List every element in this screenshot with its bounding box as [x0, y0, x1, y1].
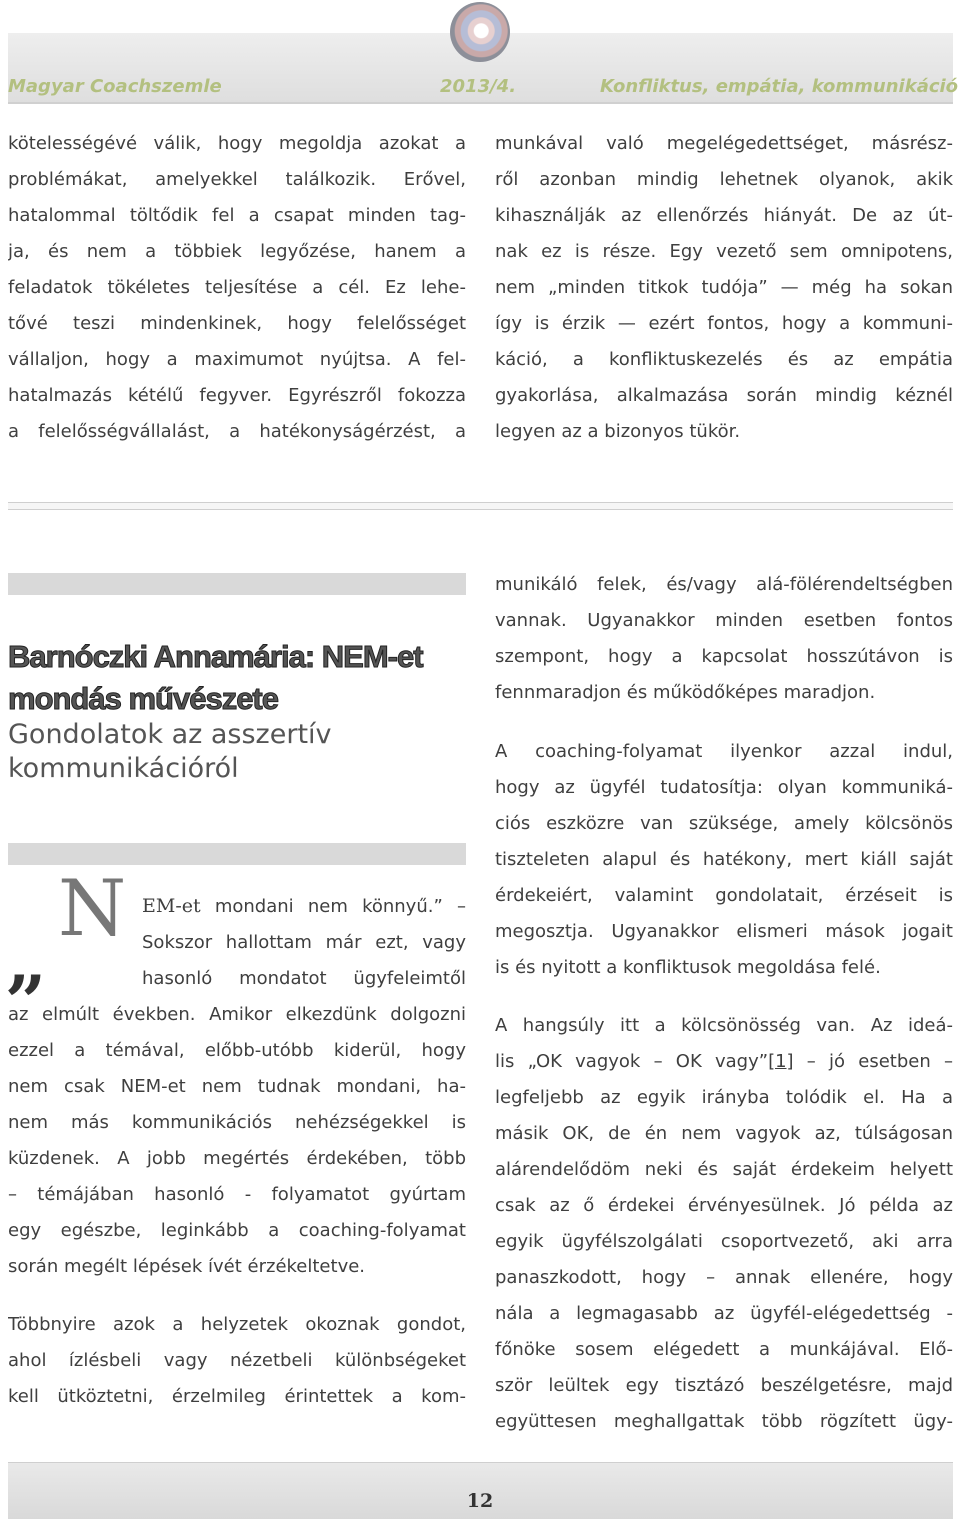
text-line: hatalmazás kétélű fegyver. Egyrészről fokozza	[8, 385, 466, 406]
left-paragraph-1	[8, 997, 466, 1285]
title-bar-bottom	[8, 843, 466, 865]
text-line: Többnyire azok a helyzetek okoznak gondot,	[8, 1314, 466, 1335]
right-paragraph-2	[495, 734, 953, 986]
text-line: szempont, hogy a kapcsolat hosszútávon is	[495, 646, 953, 667]
text-line: a felelősségvállalást, a hatékonyságérzést, a	[8, 421, 466, 442]
opening-quote-mark: „	[6, 918, 48, 1003]
text-line: kihasználják az ellenőrzés hiányát. De az út-	[495, 205, 953, 226]
header-rule	[8, 102, 953, 104]
text-line: ször leültek egy tisztázó beszélgetésre, majd	[495, 1375, 953, 1396]
text-line: nem más kommunikációs nehézségekkel is	[8, 1112, 466, 1133]
text-line: problémákat, amelyekkel találkozik. Erővel,	[8, 169, 466, 190]
journal-logo	[450, 2, 510, 62]
text-line: ezzel a témával, előbb-utóbb kiderül, hogy	[8, 1040, 466, 1061]
intro-lines	[142, 889, 466, 997]
text-line: érdekeiért, valamint gondolatait, érzéseit is	[495, 885, 953, 906]
text-line: csak az ő érdekei érvényesülnek. Jó példa az	[495, 1195, 953, 1216]
text-line: – témájában hasonló - folyamatot gyúrtam	[8, 1184, 466, 1205]
article-subtitle-line: Gondolatok az asszertív	[8, 719, 332, 750]
text-line: nak ez is része. Egy vezető sem omnipotens,	[495, 241, 953, 262]
text-line: munikáló felek, és/vagy alá-fölérendeltségben	[495, 574, 953, 595]
text-line: kell ütköztetni, érzelmileg érintettek a kom-	[8, 1386, 466, 1407]
text-line: ciós eszközre van szüksége, amely kölcsönös	[495, 813, 953, 834]
text-line: kötelességévé válik, hogy megoldja azokat a	[8, 133, 466, 154]
intro-line: Sokszor hallottam már ezt, vagy	[142, 932, 466, 953]
text-line: A coaching-folyamat ilyenkor azzal indul,	[495, 741, 953, 762]
text-line: is és nyitott a konfliktusok megoldása felé.	[495, 957, 881, 978]
text-line: alárendelődöm neki és saját érdekeim helyett	[495, 1159, 953, 1180]
text-line: tiszteleten alapul és hatékony, mert kiáll saját	[495, 849, 953, 870]
text-line: vállaljon, hogy a maximumot nyújtsa. A fel-	[8, 349, 466, 370]
text-line: ről azonban mindig lehetnek olyanok, akik	[495, 169, 953, 190]
intro-smallcaps: EM-et	[142, 895, 201, 917]
journal-name: Magyar Coachszemle	[8, 76, 222, 97]
text-line: vannak. Ugyanakkor minden esetben fontos	[495, 610, 953, 631]
article-title-line: mondás művészete	[8, 681, 278, 716]
right-paragraph-1	[495, 567, 953, 711]
text-line: küzdenek. A jobb megértés érdekében, több	[8, 1148, 466, 1169]
top-right-column	[495, 126, 953, 450]
text-line: feladatok tökéletes teljesítése a cél. Ez lehe-	[8, 277, 466, 298]
text-line: ahol ízlésbeli vagy nézetbeli különbségeket	[8, 1350, 466, 1371]
text-line: együttesen meghallgattak több rögzített ügy-	[495, 1411, 953, 1432]
text-line: során megélt lépések ívét érzékeltetve.	[8, 1256, 366, 1277]
intro-text: mondani nem könnyű.” –	[200, 896, 466, 917]
footnote-link[interactable]: [1]	[768, 1051, 794, 1072]
issue-number: 2013/4.	[440, 76, 517, 97]
article-title	[8, 636, 466, 720]
top-left-column	[8, 126, 466, 450]
text-span: lis „OK vagyok – OK vagy”	[495, 1051, 769, 1072]
text-line: munkával való megelégedettséget, másrész-	[495, 133, 953, 154]
article-subtitle-line: kommunikációról	[8, 753, 239, 784]
text-line: hatalommal töltődik fel a csapat minden tag-	[8, 205, 466, 226]
text-line: az elmúlt években. Amikor elkezdünk dolgozni	[8, 1004, 466, 1025]
text-line: legfeljebb az egyik irányba tolódik el. Ha a	[495, 1087, 953, 1108]
text-line: panaszkodott, hogy – annak ellenére, hogy	[495, 1267, 953, 1288]
text-line: nála a legmagasabb az ügyfél-elégedettség -	[495, 1303, 953, 1324]
intro-line: hasonló mondatot ügyfeleimtől	[142, 968, 466, 989]
text-line	[495, 1044, 953, 1080]
text-line: hogy az ügyfél tudatosítja: olyan kommuniká-	[495, 777, 953, 798]
text-line: ja, és nem a többiek legyőzése, hanem a	[8, 241, 466, 262]
text-line: másik OK, de én nem vagyok az, túlságosan	[495, 1123, 953, 1144]
text-line: gyakorlása, alkalmazása során mindig kéznél	[495, 385, 953, 406]
left-paragraph-2	[8, 1307, 466, 1415]
text-line: tővé teszi mindenkinek, hogy felelősséget	[8, 313, 466, 334]
right-paragraph-3	[495, 1008, 953, 1440]
text-line: legyen az a bizonyos tükör.	[495, 421, 741, 442]
page-number: 12	[466, 1490, 494, 1512]
text-line: egy egészbe, leginkább a coaching-folyamat	[8, 1220, 466, 1241]
title-bar-top	[8, 573, 466, 595]
text-line: káció, a konfliktuskezelés és az empátia	[495, 349, 953, 370]
text-line: fennmaradjon és működőképes maradjon.	[495, 682, 876, 703]
article-subtitle	[8, 718, 466, 786]
text-line: egyik ügyfélszolgálati csoportvezető, aki arra	[495, 1231, 953, 1252]
text-line: nem „minden titkok tudója” — még ha sokan	[495, 277, 953, 298]
text-span: – jó esetben –	[793, 1051, 953, 1072]
drop-cap: N	[58, 864, 127, 954]
text-line: megosztja. Ugyanakkor elismeri mások jogait	[495, 921, 953, 942]
text-line: nem csak NEM-et nem tudnak mondani, ha-	[8, 1076, 466, 1097]
text-line: így is érzik — ezért fontos, hogy a kommuni-	[495, 313, 953, 334]
section-title: Konfliktus, empátia, kommunikáció	[600, 76, 959, 97]
section-separator	[8, 502, 953, 510]
article-title-line: Barnóczki Annamária: NEM-et	[8, 639, 423, 674]
text-line: főnöke sosem elégedett a munkájával. Elő-	[495, 1339, 953, 1360]
intro-line	[142, 889, 466, 925]
text-line: A hangsúly itt a kölcsönösség van. Az ideá-	[495, 1015, 953, 1036]
